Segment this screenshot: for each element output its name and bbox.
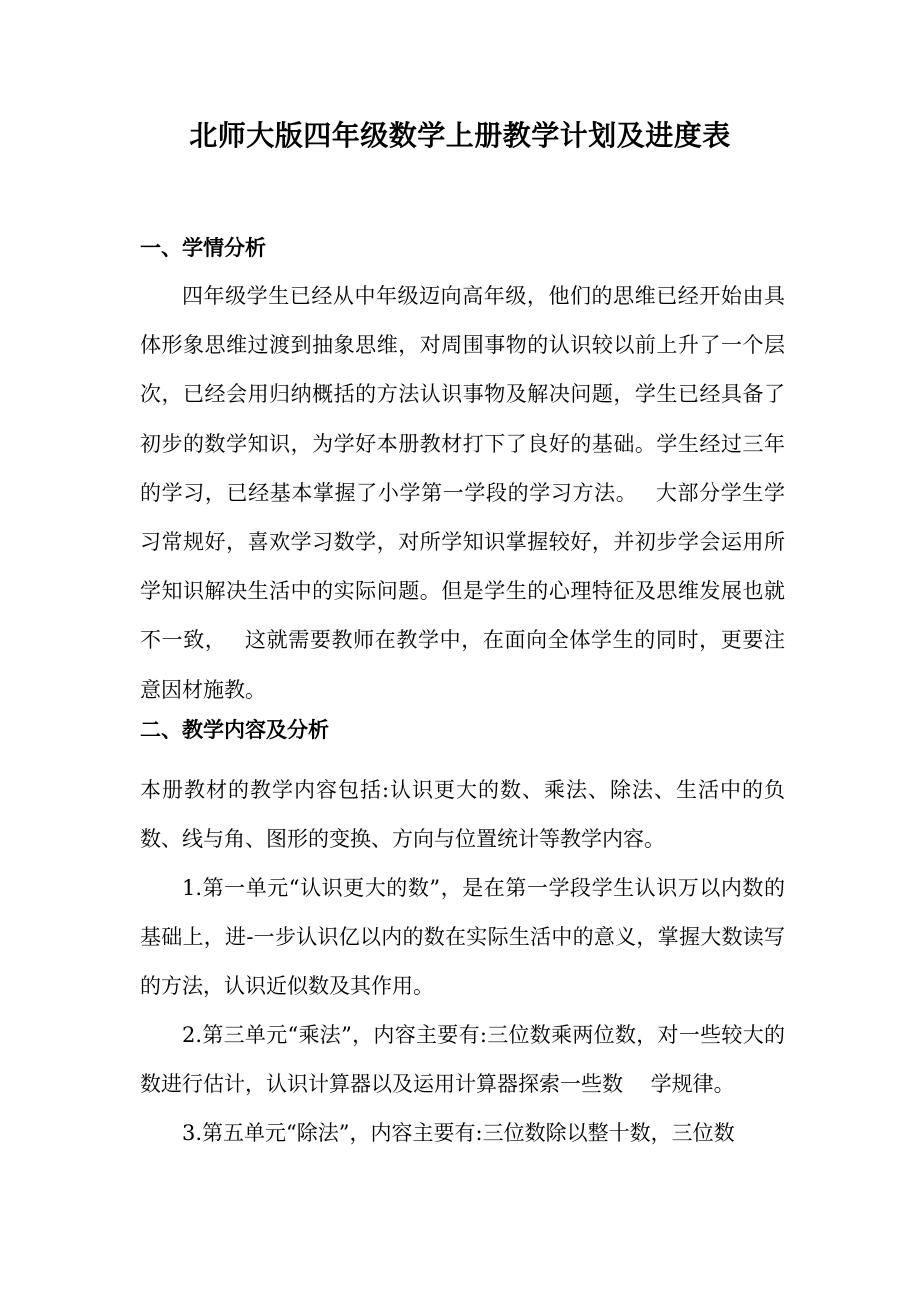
unit-item-5: 3.第五单元“除法”，内容主要有:三位数除以整十数，三位数	[182, 1121, 735, 1145]
section-heading-teaching-content: 二、教学内容及分析	[140, 717, 329, 742]
document-title: 北师大版四年级数学上册教学计划及进度表	[189, 119, 731, 152]
unit-item-1: 1.第一单元“认识更大的数”，是在第一学段学生认识万以内数的基础上，进-一步认识亿以内的数在实际生活中的意义，掌握大数读写的方法，认识近似数及其作用。	[140, 876, 785, 999]
unit-item-3: 2.第三单元“乘法”，内容主要有:三位数乘两位数，对一些较大的数进行估计，认识计算器以及运用计算器探索一些数 学规律。	[140, 1023, 785, 1097]
teaching-content-intro: 本册教材的教学内容包括:认识更大的数、乘法、除法、生活中的负数、线与角、图形的变换、方向与位置统计等教学内容。	[140, 778, 785, 852]
learning-analysis-paragraph: 四年级学生已经从中年级迈向高年级，他们的思维已经开始由具体形象思维过渡到抽象思维，对周围事物的认识较以前上升了一个层次，已经会用归纳概括的方法认识事物及解决问题，学生已经具备了初步的数学知识，为学好本册教材打下了良好的基础。学生经过三年的学习，已经基本掌握了小学第一学段的学习方法。 大部分学生学习常规好，喜欢学习数学，对所学知识掌握较好，并初步学会运用所学知识解决生活中的实际问题。但是学生的心理特征及思维发展也就不一致， 这就需要教师在教学中，在面向全体学生的同时，更要注意因材施教。	[140, 284, 785, 702]
section-heading-learning-analysis: 一、学情分析	[140, 235, 266, 260]
